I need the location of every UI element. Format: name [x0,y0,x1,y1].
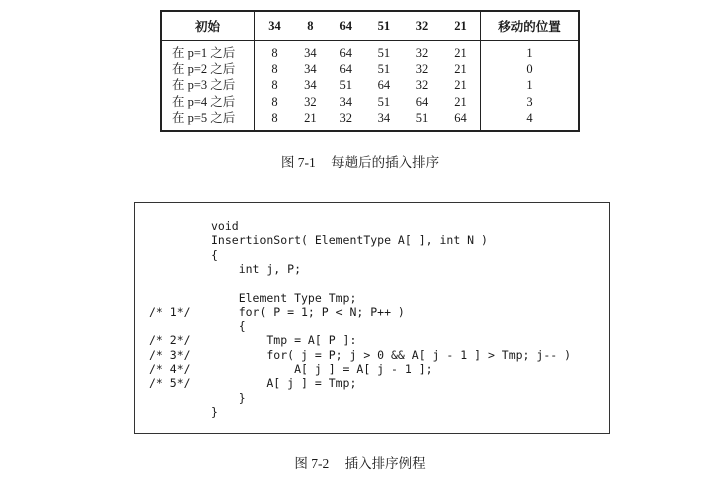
row-label: 在 p=1 之后 [162,41,255,62]
table-cell: 32 [415,78,429,93]
header-value: 8 [294,12,327,41]
table-cell: 64 [377,78,391,93]
code-text: A[ j ] = A[ j - 1 ]; [211,362,433,376]
table-cell: 64 [415,94,429,109]
positions-moved-cell: 4 [481,110,579,130]
code-text: } [211,390,246,405]
code-line [135,348,609,362]
table-cell: 8 [271,94,278,109]
insertion-sort-code-listing [134,202,610,434]
code-line [135,219,609,233]
code-line [135,233,609,247]
table-cell: 21 [454,46,467,61]
table-cell: 21 [304,110,317,125]
code-line [135,376,609,390]
code-text: } [211,404,218,419]
table-cell: 51 [377,94,391,109]
code-line [135,291,609,305]
table-cell: 51 [377,46,391,61]
table-cell: 34 [304,78,317,93]
table-cell: 34 [377,110,391,125]
table-cell: 64 [339,62,353,77]
code-text: { [211,319,246,334]
caption-number: 图 7-1 [280,155,316,170]
caption-number: 图 7-2 [294,456,330,471]
code-line [135,405,609,419]
line-label: /* 1*/ [149,304,191,319]
header-positions-moved: 移动的位置 [481,12,579,41]
figure-caption-7-1 [0,151,720,171]
table-cell: 21 [454,78,467,93]
figure-caption-7-2 [0,452,720,472]
code-text: Tmp = A[ P ]: [211,333,357,348]
header-initial: 初始 [162,12,255,41]
line-label: /* 2*/ [149,333,191,348]
table-cell: 34 [304,62,317,77]
code-line [135,319,609,333]
code-line [135,391,609,405]
header-value: 21 [441,12,480,41]
code-text: void [211,219,239,233]
code-line [135,276,609,290]
line-label: /* 5*/ [149,376,191,391]
table-cell: 64 [454,110,467,125]
positions-moved-cell: 1 [481,41,579,62]
caption-text: 插入排序例程 [344,456,426,471]
code-text: int j, P; [211,261,302,276]
positions-moved-cell: 0 [481,61,579,77]
table-cell: 32 [304,94,317,109]
table-row [162,61,578,77]
table-header-row [162,12,578,41]
table-cell: 32 [339,110,353,125]
line-label: /* 3*/ [149,347,191,362]
code-text: for( P = 1; P < N; P++ ) [211,304,405,319]
table-cell: 51 [339,78,353,93]
table-row [162,110,578,130]
code-line [135,362,609,376]
positions-moved-cell: 3 [481,94,579,110]
insertion-sort-passes-table [160,10,580,132]
row-label: 在 p=4 之后 [162,94,255,110]
table-row [162,94,578,110]
table-row [162,41,578,62]
code-line [135,333,609,347]
header-value: 34 [255,12,294,41]
table-cell: 64 [339,46,353,61]
table-cell: 32 [415,46,429,61]
row-label: 在 p=3 之后 [162,77,255,93]
line-label: /* 4*/ [149,362,191,376]
row-label: 在 p=2 之后 [162,61,255,77]
code-line [135,248,609,262]
row-label: 在 p=5 之后 [162,110,255,130]
code-text: Element Type Tmp; [211,290,357,305]
table-cell: 51 [415,110,429,125]
code-text: { [211,247,218,262]
table-cell: 34 [304,46,317,61]
table-cell: 21 [454,62,467,77]
code-text: for( j = P; j > 0 && A[ j - 1 ] > Tmp; j-- ) [211,347,572,362]
table-cell: 51 [377,62,391,77]
code-text: A[ j ] = Tmp; [211,376,357,391]
table-cell: 8 [271,46,278,61]
table-cell: 8 [271,78,278,93]
table-row [162,77,578,93]
table-cell: 8 [271,110,278,125]
code-text: InsertionSort( ElementType A[ ], int N ) [211,233,488,248]
header-value: 32 [403,12,441,41]
header-value: 51 [365,12,403,41]
positions-moved-cell: 1 [481,77,579,93]
table-cell: 8 [271,62,278,77]
caption-text: 每趟后的插入排序 [331,155,440,170]
passes-table [162,12,578,130]
code-line [135,305,609,319]
code-line [135,262,609,276]
table-cell: 32 [415,62,429,77]
header-value: 64 [327,12,365,41]
table-cell: 34 [339,94,353,109]
table-cell: 21 [454,94,467,109]
